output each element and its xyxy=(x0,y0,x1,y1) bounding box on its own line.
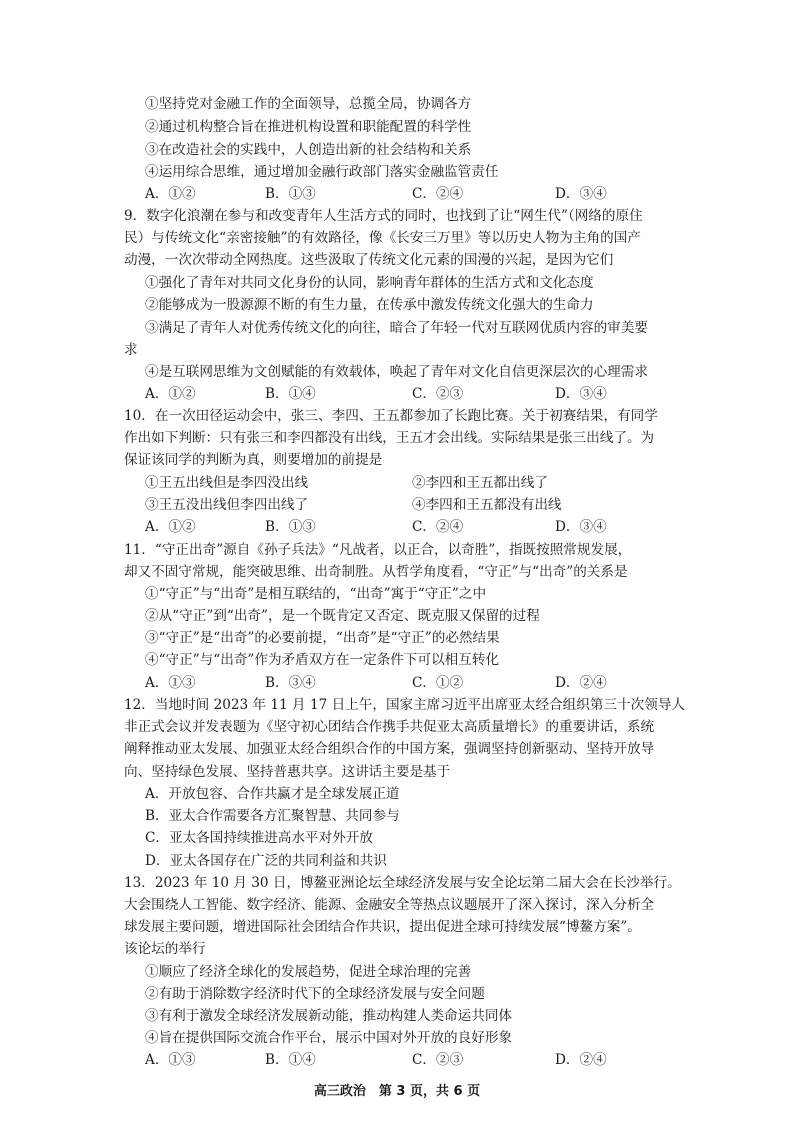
q9-stem-line-1: 9．数字化浪潮在参与和改变青年人生活方式的同时，也找到了让“网生代”（网络的原住 xyxy=(124,208,643,224)
q12-stem-line-3: 阐释推动亚太发展、加强亚太经合组织合作的中国方案，强调坚持创新驱动、坚持开放导 xyxy=(124,741,655,757)
q13-choice-b: B．①④ xyxy=(265,1052,316,1068)
q8-item-1: ①坚持党对金融工作的全面领导，总揽全局，协调各方 xyxy=(145,96,472,112)
q13-stem-line-4: 该论坛的举行 xyxy=(124,941,206,957)
q13-stem-line-2: 大会围绕人工智能、数字经济、能源、金融安全等热点议题展开了深入探讨，深入分析全 xyxy=(124,897,655,913)
q11-item-4: ④“守正”与“出奇”作为矛盾双方在一定条件下可以相互转化 xyxy=(145,652,500,668)
q12-stem-line-2: 非正式会议并发表题为《坚守初心团结合作携手共促亚太高质量增长》的重要讲话，系统 xyxy=(124,719,655,735)
q11-stem-line-1: 11．“守正出奇”源自《孙子兵法》“凡战者，以正合，以奇胜”，指既按照常规发展， xyxy=(124,542,632,558)
q12-option-c: C．亚太各国持续推进高水平对外开放 xyxy=(145,830,373,846)
q9-item-1: ①强化了青年对共同文化身份的认同，影响青年群体的生活方式和文化态度 xyxy=(145,275,594,291)
q8-choice-c: C．②④ xyxy=(412,186,464,202)
q11-stem-line-2: 却又不固守常规，能突破思维、出奇制胜。从哲学角度看，“守正”与“出奇”的关系是 xyxy=(124,564,628,580)
q10-choice-d: D．③④ xyxy=(555,519,607,535)
q8-choice-d: D．③④ xyxy=(555,186,607,202)
q9-item-4: ④是互联网思维为文创赋能的有效载体，唤起了青年对文化自信更深层次的心理需求 xyxy=(145,364,648,380)
q9-choice-b: B．①④ xyxy=(265,386,316,402)
q13-item-3: ③有利于激发全球经济发展新动能，推动构建人类命运共同体 xyxy=(145,1008,513,1024)
q8-choice-a: A．①② xyxy=(145,186,196,202)
q13-stem-line-1: 13．2023 年 10 月 30 日，博鳌亚洲论坛全球经济发展与安全论坛第二届大会在长沙举行。 xyxy=(124,875,681,891)
q10-stem-line-1: 10．在一次田径运动会中，张三、李四、王五都参加了长跑比赛。关于初赛结果，有同学 xyxy=(124,408,658,424)
q13-item-2: ②有助于消除数字经济时代下的全球经济发展与安全问题 xyxy=(145,986,485,1002)
q13-choice-d: D．②④ xyxy=(555,1052,607,1068)
q9-item-2: ②能够成为一股源源不断的有生力量，在传承中激发传统文化强大的生命力 xyxy=(145,297,594,313)
q8-item-3: ③在改造社会的实践中，人创造出新的社会结构和关系 xyxy=(145,142,472,158)
q10-item-1: ①王五出线但是李四没出线 xyxy=(145,475,309,491)
q11-choice-b: B．③④ xyxy=(265,675,316,691)
q9-stem-line-2: 民）与传统文化“亲密接触”的有效路径，像《长安三万里》等以历史人物为主角的国产 xyxy=(124,230,641,246)
q10-item-4: ④李四和王五都没有出线 xyxy=(412,497,562,513)
q8-item-2: ②通过机构整合旨在推进机构设置和职能配置的科学性 xyxy=(145,119,472,135)
q9-choice-d: D．③④ xyxy=(555,386,607,402)
q13-stem-line-3: 球发展主要问题，增进国际社会团结合作共识，提出促进全球可持续发展“博鳌方案”。 xyxy=(124,919,641,935)
q10-choice-a: A．①② xyxy=(145,519,196,535)
q12-option-b: B．亚太合作需要各方汇聚智慧、共同参与 xyxy=(145,808,400,824)
q10-stem-line-3: 保证该同学的判断为真，则要增加的前提是 xyxy=(124,452,383,468)
q11-item-1: ①“守正”与“出奇”是相互联结的，“出奇”寓于“守正”之中 xyxy=(145,586,487,602)
q9-item-3: ③满足了青年人对优秀传统文化的向往，暗合了年轻一代对互联网优质内容的审美要 xyxy=(145,320,648,336)
q10-choice-c: C．②④ xyxy=(412,519,464,535)
q8-item-4: ④运用综合思维，通过增加金融行政部门落实金融监管责任 xyxy=(145,164,499,180)
q9-stem-line-3: 动漫，一次次带动全网热度。这些汲取了传统文化元素的国漫的兴起，是因为它们 xyxy=(124,252,614,268)
q9-choice-a: A．①② xyxy=(145,386,196,402)
q13-item-4: ④旨在提供国际交流合作平台，展示中国对外开放的良好形象 xyxy=(145,1030,513,1046)
q11-item-2: ②从“守正”到“出奇”，是一个既肯定又否定、既克服又保留的过程 xyxy=(145,608,540,624)
q12-stem-line-4: 向、坚持绿色发展、坚持普惠共享。这讲话主要是基于 xyxy=(124,764,451,780)
q10-item-2: ②李四和王五都出线了 xyxy=(412,475,548,491)
q12-option-a: A．开放包容、合作共赢才是全球发展正道 xyxy=(145,786,400,802)
q13-choice-c: C．②③ xyxy=(412,1052,464,1068)
q12-option-d: D．亚太各国存在广泛的共同利益和共识 xyxy=(145,853,387,869)
q10-stem-line-2: 作出如下判断：只有张三和李四都没有出线，王五才会出线。实际结果是张三出线了。为 xyxy=(124,430,655,446)
q10-choice-b: B．①③ xyxy=(265,519,316,535)
q8-choice-b: B．①③ xyxy=(265,186,316,202)
q13-choice-a: A．①③ xyxy=(145,1052,196,1068)
q10-item-3: ③王五没出线但李四出线了 xyxy=(145,497,309,513)
q9-item-3-cont: 求 xyxy=(124,342,138,358)
q11-item-3: ③“守正”是“出奇”的必要前提，“出奇”是“守正”的必然结果 xyxy=(145,630,500,646)
page-footer: 高三政治 第 3 页，共 6 页 xyxy=(313,1084,481,1099)
q12-stem-line-1: 12．当地时间 2023 年 11 月 17 日上午，国家主席习近平出席亚太经合组织第三十次领导人 xyxy=(124,697,686,713)
q11-choice-a: A．①③ xyxy=(145,675,196,691)
q11-choice-c: C．①② xyxy=(412,675,464,691)
q9-choice-c: C．②③ xyxy=(412,386,464,402)
q11-choice-d: D．②④ xyxy=(555,675,607,691)
q13-item-1: ①顺应了经济全球化的发展趋势，促进全球治理的完善 xyxy=(145,964,472,980)
